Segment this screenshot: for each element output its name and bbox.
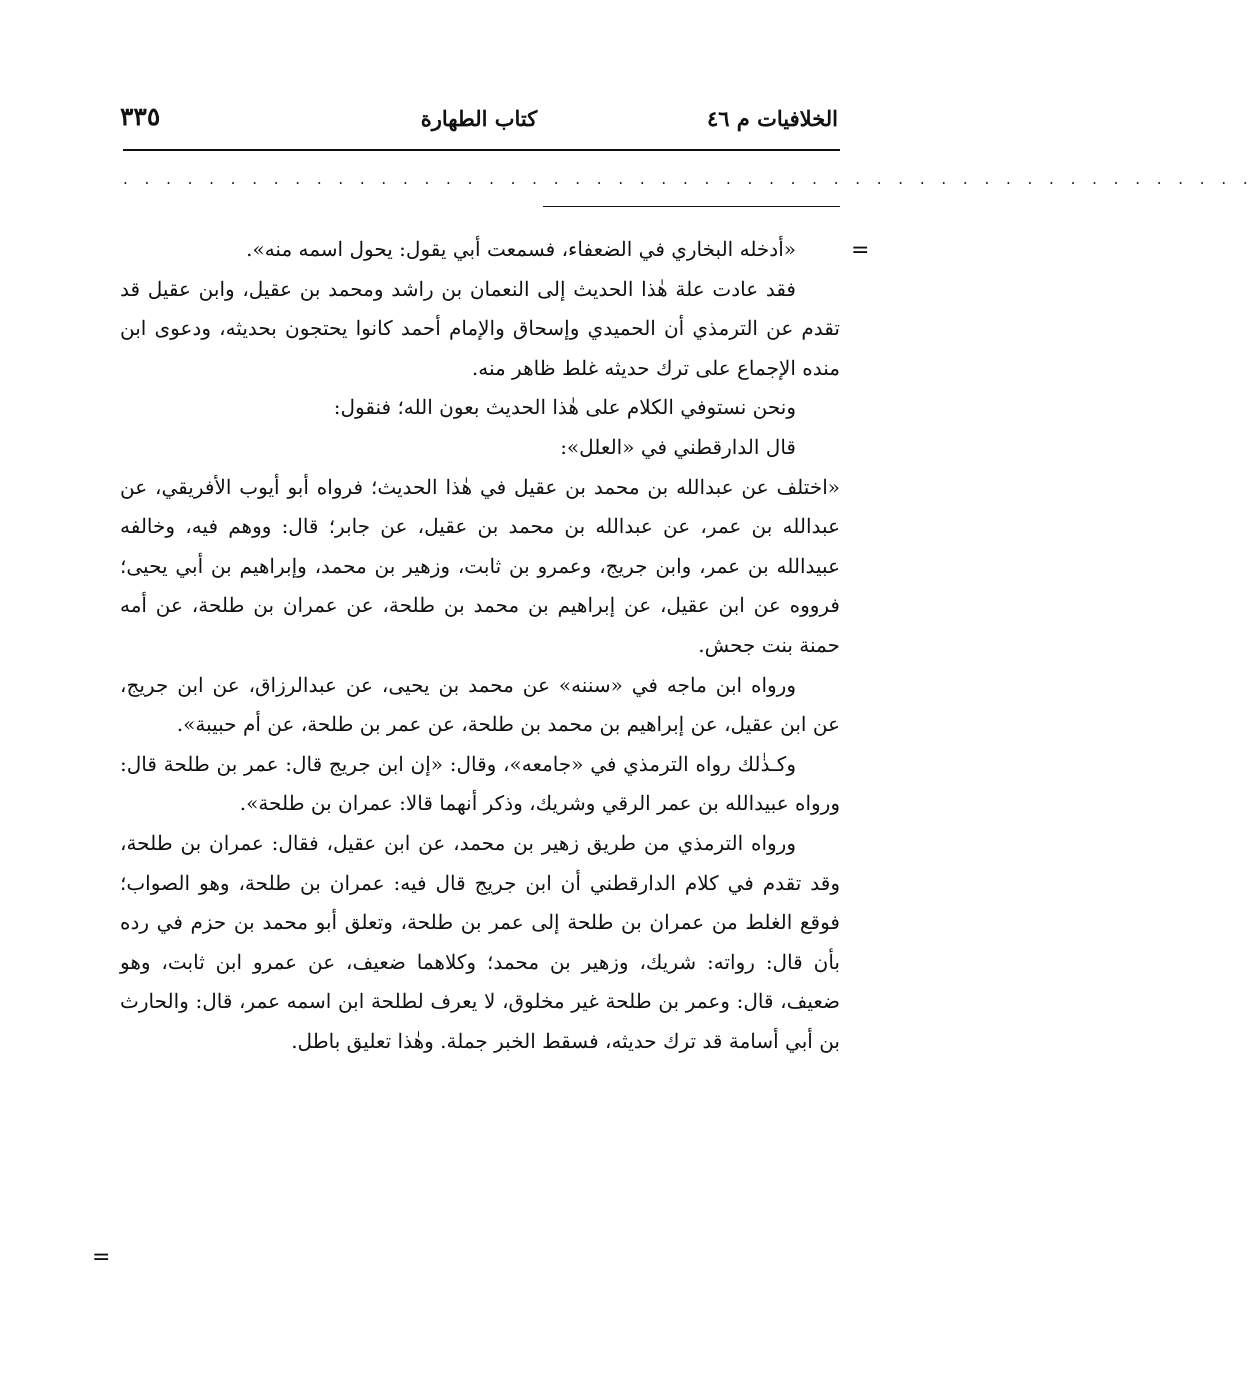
running-header [120,100,838,140]
footnote-rule [543,206,840,207]
main-text [120,230,840,1061]
paragraph: ورواه ابن ماجه في «سننه» عن محمد بن يحيى، عن عبدالرزاق، عن ابن جريج، عن ابن عقيل، عن إبراهيم بن محمد بن طلحة، عن عمر بن طلحة، عن أم حبيبة». [120,672,840,737]
paragraph: قال الدارقطني في «العلل»: [560,434,796,459]
page-number: ٣٣٥ [120,102,161,131]
paragraph: وكـذٰلك رواه الترمذي في «جامعه»، وقال: «إن ابن جريج قال: عمر بن طلحة قال: ورواه عبيدالله بن عمر الرقي وشريك، وذكر أنهما قالا: عمران بن طلحة». [120,751,840,816]
continuation-mark-bottom: = [92,1245,111,1270]
header-rule [123,149,840,151]
paragraph: فقد عادت علة هٰذا الحديث إلى النعمان بن راشد ومحمد بن عقيل، وابن عقيل قد تقدم عن الترمذي أن الحميدي وإسحاق والإمام أحمد كانوا يحتجون بحديثه، ودعوى ابن منده الإجماع على ترك حديثه غلط ظاهر منه. [120,276,840,380]
paragraph: «اختلف عن عبدالله بن محمد بن عقيل في هٰذا الحديث؛ فرواه أبو أيوب الأفريقي، عن عبدالله بن عمر، عن عبدالله بن محمد بن عقيل، عن جابر؛ قال: ووهم فيه، وخالفه عبيدالله بن عمر، وابن جريج، وعمرو بن ثابت، وزهير بن محمد، وإبراهيم بن أبي يحيى؛ فرووه عن ابن عقيل، عن إبراهيم بن محمد بن طلحة، عن عمران بن طلحة، عن أمه حمنة بنت جحش. [120,474,840,657]
paragraph: «أدخله البخاري في الضعفاء، فسمعت أبي يقول: يحول اسمه منه». [246,237,796,261]
divider-dots: . . . . . . . . . . . . . . . . . . . . . . . . . . . . . . . . . . . . . . . . . . . . . . . . . . . . . [123,170,1254,188]
book-part-label: الخلافيات م ٤٦ [706,106,838,131]
continuation-mark-top: = [851,238,870,263]
paragraph: ورواه الترمذي من طريق زهير بن محمد، عن ابن عقيل، فقال: عمران بن طلحة، وقد تقدم في كلام الدارقطني أن ابن جريج قال فيه: عمران بن طلحة، وهو الصواب؛ فوقع الغلط من عمران بن طلحة إلى عمر بن طلحة، وتعلق أبو محمد بن حزم في رده بأن قال: رواته: شريك، وزهير بن محمد؛ وكلاهما ضعيف، عن عمرو ابن ثابت، وهو ضعيف، قال: وعمر بن طلحة غير مخلوق، لا يعرف لطلحة ابن اسمه عمر، قال: والحارث بن أبي أسامة قد ترك حديثه، فسقط الخبر جملة. وهٰذا تعليق باطل. [120,830,840,1053]
paragraph: ونحن نستوفي الكلام على هٰذا الحديث بعون الله؛ فنقول: [333,395,796,420]
chapter-title: كتاب الطهارة [420,106,538,131]
